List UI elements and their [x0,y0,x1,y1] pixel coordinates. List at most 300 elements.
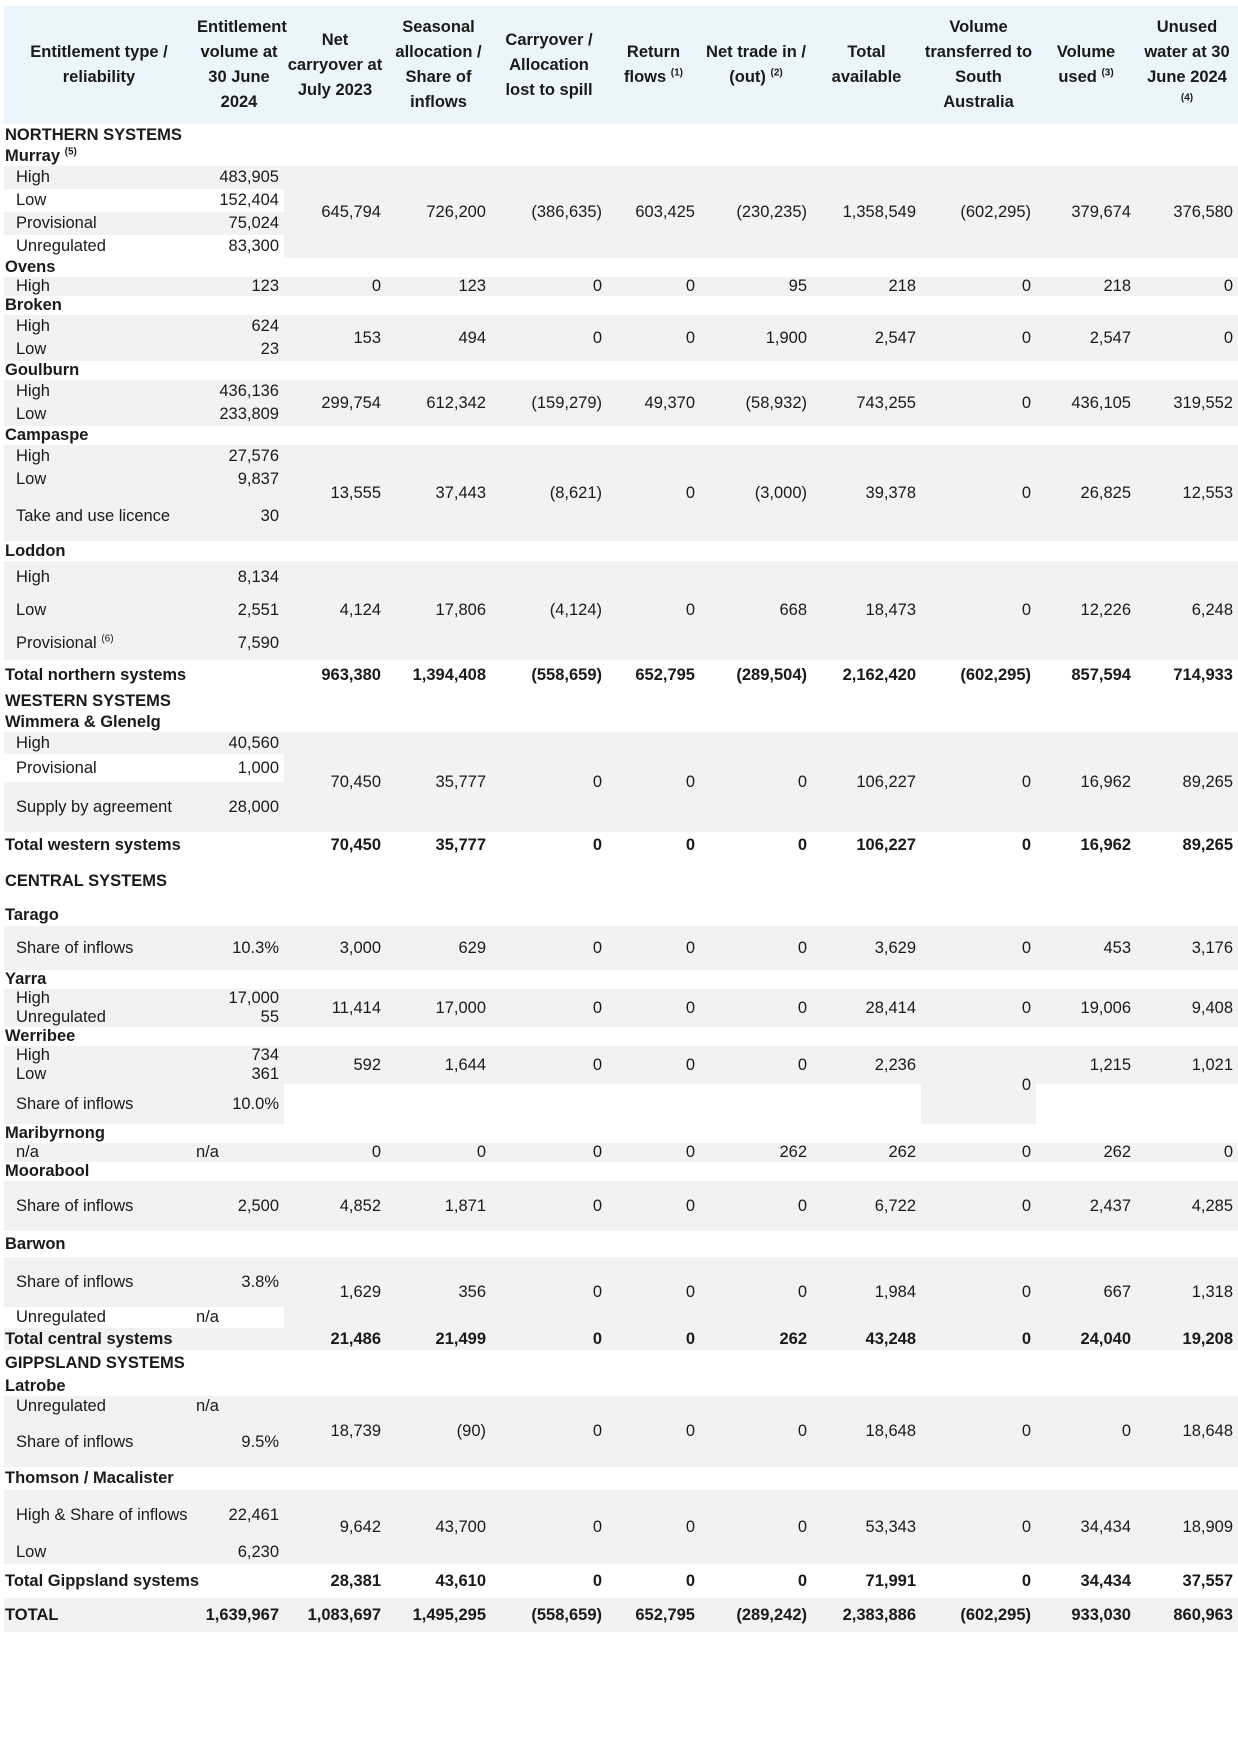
table-row [4,1257,1238,1307]
value-cell: 0 [797,1571,807,1590]
value-cell: 0 [607,989,700,1027]
subtotal-row [4,832,1238,858]
value-cell: (602,295) [921,1598,1036,1632]
system-row [4,1377,1238,1396]
type-cell: Low [4,403,194,426]
note-6: (6) [101,633,114,645]
value-cell: 0 [921,1396,1036,1467]
table-row [4,1084,1238,1124]
value-cell: 4,852 [284,1181,386,1231]
system-row [4,1124,1238,1143]
value-cell: 0 [284,1143,386,1162]
value-cell: 0 [592,835,602,854]
value-cell: 0 [491,1143,607,1162]
value-cell: 592 [284,1046,386,1084]
header-unused [1136,6,1238,124]
system-name: Loddon [5,541,66,560]
volume-cell: 3.8% [194,1257,284,1307]
volume-cell: 1,000 [194,754,284,782]
value-cell: 668 [700,561,812,660]
header-seasonal: Seasonal allocation / Share of inflows [386,6,491,124]
type-cell: n/a [4,1143,194,1162]
value-cell: 0 [921,315,1036,361]
value-cell: 0 [607,732,700,832]
value-cell: (58,932) [700,380,812,426]
value-cell: 1,984 [812,1257,921,1328]
volume-cell: 483,905 [194,166,284,189]
section-row [4,858,1238,904]
value-cell: (159,279) [491,380,607,426]
type-label: Provisional [16,634,97,652]
value-cell: 0 [607,1143,700,1162]
value-cell: 95 [700,277,812,296]
value-cell: 123 [386,277,491,296]
value-cell: 645,794 [284,166,386,258]
table-row [4,1046,1238,1065]
value-cell: 9,408 [1136,989,1238,1027]
system-name: Goulburn [5,361,80,379]
value-cell: 4,285 [1136,1181,1238,1231]
table-row [4,380,1238,403]
type-cell: Low [4,338,194,361]
header-spill: Carryover / Allocation lost to spill [491,6,607,124]
value-cell: 153 [284,315,386,361]
table-row [4,732,1238,754]
volume-cell: 17,000 [194,989,284,1008]
system-row [4,1231,1238,1257]
value-cell: 17,000 [386,989,491,1027]
value-cell: 0 [921,380,1036,426]
volume-cell: n/a [194,1307,284,1328]
value-cell: 218 [1036,277,1136,296]
value-cell: 43,248 [812,1328,921,1350]
value-cell: 1,318 [1136,1257,1238,1328]
value-cell: 0 [386,1143,491,1162]
value-cell: 0 [700,1490,812,1564]
value-cell: 262 [1036,1143,1136,1162]
value-cell: 0 [921,1328,1036,1350]
system-label: Murray [5,146,61,165]
value-cell: 19,208 [1136,1328,1238,1350]
value-cell: 0 [700,1046,812,1084]
header-unused-label: Unused water at 30 June 2024 [1144,18,1230,86]
header-volume: Entitlement volume at 30 June 2024 [194,6,284,124]
value-cell: 16,962 [1080,835,1131,854]
value-cell: (90) [386,1396,491,1467]
value-cell: (4,124) [491,561,607,660]
volume-cell: 83,300 [194,235,284,258]
value-cell: 0 [607,1490,700,1564]
value-cell: 28,381 [330,1571,381,1590]
value-cell: 89,265 [1136,732,1238,832]
system-row [4,296,1238,315]
table-row [4,445,1238,468]
value-cell: 89,265 [1182,835,1233,854]
water-entitlements-table [4,6,1238,1632]
type-cell: High [4,445,194,468]
type-cell: Provisional [4,754,194,782]
value-cell: 1,394,408 [412,665,486,684]
subtotal-label: Total central systems [4,1328,284,1350]
subtotal-row [4,660,1238,690]
type-cell: High [4,277,194,296]
value-cell: 34,434 [1080,1571,1131,1590]
value-cell: 218 [812,277,921,296]
note-5: (5) [64,146,77,157]
volume-cell: 28,000 [194,782,284,832]
value-cell: 18,909 [1136,1490,1238,1564]
value-cell: 0 [491,732,607,832]
value-cell: 49,370 [607,380,700,426]
value-cell: 0 [921,989,1036,1027]
value-cell: 319,552 [1136,380,1238,426]
volume-cell: 22,461 [194,1490,284,1540]
system-row [4,146,1238,166]
value-cell: (386,635) [491,166,607,258]
value-cell: 2,547 [1036,315,1136,361]
system-row [4,426,1238,445]
value-cell: 106,227 [856,835,916,854]
system-name: Wimmera & Glenelg [5,712,161,731]
type-cell: High & Share of inflows [4,1490,194,1540]
type-cell: Low [4,189,194,212]
value-cell: 0 [700,926,812,970]
system-name: Barwon [5,1234,66,1253]
value-cell: 18,648 [1136,1396,1238,1467]
subtotal-label: Total northern systems [5,665,187,684]
value-cell: 0 [491,1257,607,1328]
value-cell: 34,434 [1036,1490,1136,1564]
table-row [4,989,1238,1008]
value-cell: 0 [607,1396,700,1467]
value-cell: 1,644 [386,1046,491,1084]
header-trade [700,6,812,124]
value-cell: 3,629 [812,926,921,970]
section-row [4,1350,1238,1377]
grand-total-label: TOTAL [4,1598,194,1632]
volume-cell: 9,837 [194,468,284,491]
header-row [4,6,1238,124]
value-cell: 857,594 [1071,665,1131,684]
value-cell: 0 [700,989,812,1027]
value-cell: 262 [700,1328,812,1350]
value-cell: 2,547 [812,315,921,361]
type-cell: Low [4,468,194,491]
type-cell: Share of inflows [4,926,194,970]
table-row [4,1143,1238,1162]
subtotal-row [4,1564,1238,1598]
value-cell: 37,557 [1182,1571,1233,1590]
subtotal-label: Total Gippsland systems [5,1571,200,1590]
value-cell: 0 [607,445,700,541]
note-2: (2) [770,67,783,79]
value-cell: 1,900 [700,315,812,361]
value-cell: 0 [1036,1396,1136,1467]
volume-cell: 10.3% [194,926,284,970]
grand-total-row [4,1598,1238,1632]
subtotal-row [4,1328,1238,1350]
volume-cell: 75,024 [194,212,284,235]
type-cell: Provisional [4,212,194,235]
volume-cell: 436,136 [194,380,284,403]
value-cell: 743,255 [812,380,921,426]
type-cell: High [4,732,194,754]
volume-cell: 361 [194,1065,284,1084]
volume-cell: 30 [194,491,284,541]
value-cell: 0 [491,1396,607,1467]
system-row [4,1162,1238,1181]
system-row [4,904,1238,926]
system-name: Maribyrnong [5,1124,105,1142]
value-cell: 6,248 [1136,561,1238,660]
value-cell: 39,378 [812,445,921,541]
value-cell: 0 [921,1490,1036,1564]
value-cell: 1,083,697 [284,1598,386,1632]
value-cell: 4,124 [284,561,386,660]
value-cell: 0 [700,732,812,832]
type-cell: Low [4,1540,194,1564]
type-cell: Low [4,594,194,627]
value-cell: 0 [921,926,1036,970]
value-cell: 2,437 [1036,1181,1136,1231]
volume-cell: n/a [194,1143,284,1162]
value-cell: 0 [1021,835,1031,854]
volume-cell: 40,560 [194,732,284,754]
value-cell: 0 [607,1181,700,1231]
value-cell: 612,342 [386,380,491,426]
value-cell: 70,450 [330,835,381,854]
type-cell: Take and use licence [4,491,194,541]
value-cell: 18,739 [284,1396,386,1467]
value-cell: 35,777 [435,835,486,854]
volume-cell: 7,590 [194,627,284,660]
header-used-label: Volume used [1056,43,1116,86]
value-cell: 11,414 [284,989,386,1027]
header-return-label: Return flows [624,43,681,86]
value-cell: 714,933 [1173,665,1233,684]
value-cell: 0 [921,1046,1036,1124]
value-cell: 0 [491,1328,607,1350]
table-row [4,561,1238,594]
system-name: Broken [5,296,62,314]
value-cell: 0 [607,1257,700,1328]
volume-cell: 1,639,967 [194,1598,284,1632]
value-cell: 3,000 [284,926,386,970]
value-cell: 436,105 [1036,380,1136,426]
value-cell: 0 [491,1490,607,1564]
subtotal-label: Total western systems [5,835,181,854]
system-name: Werribee [5,1027,76,1045]
type-cell: High [4,561,194,594]
value-cell: 3,176 [1136,926,1238,970]
value-cell: 379,674 [1036,166,1136,258]
value-cell: 17,806 [386,561,491,660]
value-cell: 0 [491,1046,607,1084]
value-cell: 106,227 [812,732,921,832]
system-row [4,258,1238,277]
volume-cell: 2,551 [194,594,284,627]
value-cell: 2,162,420 [842,665,916,684]
value-cell: 0 [1136,277,1238,296]
value-cell: 0 [685,835,695,854]
value-cell: 0 [921,445,1036,541]
table-row [4,1181,1238,1231]
type-cell: Unregulated [4,1008,194,1027]
volume-cell: 233,809 [194,403,284,426]
system-name: Campaspe [5,426,89,444]
type-cell: High [4,315,194,338]
value-cell: 21,486 [284,1328,386,1350]
value-cell: 299,754 [284,380,386,426]
type-cell: High [4,380,194,403]
value-cell: 0 [1021,1571,1031,1590]
value-cell: 0 [491,1181,607,1231]
table-row [4,315,1238,338]
value-cell: 43,700 [386,1490,491,1564]
value-cell: 0 [921,561,1036,660]
value-cell: 0 [491,926,607,970]
value-cell: 0 [700,1181,812,1231]
value-cell: 0 [921,732,1036,832]
header-return [607,6,700,124]
value-cell: 0 [685,1571,695,1590]
value-cell: (8,621) [491,445,607,541]
system-name: Ovens [5,258,56,276]
table-row [4,1490,1238,1540]
type-cell: High [4,1046,194,1065]
value-cell: 0 [921,277,1036,296]
value-cell: 2,383,886 [812,1598,921,1632]
value-cell: 0 [1136,315,1238,361]
volume-cell: 734 [194,1046,284,1065]
system-name: Moorabool [5,1162,90,1180]
value-cell: 0 [607,315,700,361]
value-cell: 28,414 [812,989,921,1027]
value-cell: 0 [284,277,386,296]
table-row [4,1396,1238,1417]
value-cell: 21,499 [386,1328,491,1350]
value-cell: 1,495,295 [386,1598,491,1632]
type-cell: Unregulated [4,235,194,258]
value-cell: 12,226 [1036,561,1136,660]
value-cell: (602,295) [960,665,1031,684]
value-cell: 376,580 [1136,166,1238,258]
system-name: Thomson / Macalister [5,1469,174,1487]
system-row [4,1027,1238,1046]
value-cell: 19,006 [1036,989,1136,1027]
value-cell: 12,553 [1136,445,1238,541]
volume-cell: 6,230 [194,1540,284,1564]
volume-cell: 27,576 [194,445,284,468]
value-cell: 1,215 [1036,1046,1136,1084]
value-cell: 262 [700,1143,812,1162]
header-type: Entitlement type / reliability [4,6,194,124]
value-cell: 603,425 [607,166,700,258]
value-cell: (558,659) [531,665,602,684]
value-cell: 963,380 [321,665,381,684]
value-cell: (3,000) [700,445,812,541]
section-row [4,124,1238,146]
table-row [4,277,1238,296]
type-cell: Share of inflows [4,1257,194,1307]
value-cell: 43,610 [435,1571,486,1590]
section-title: WESTERN SYSTEMS [5,691,171,710]
value-cell: 1,871 [386,1181,491,1231]
value-cell: 629 [386,926,491,970]
value-cell: 0 [607,1046,700,1084]
volume-cell: 152,404 [194,189,284,212]
value-cell: 933,030 [1036,1598,1136,1632]
system-name: Tarago [5,905,59,924]
value-cell: 1,021 [1136,1046,1238,1084]
type-cell: Unregulated [4,1396,194,1417]
type-cell: Supply by agreement [4,782,194,832]
volume-cell: 2,500 [194,1181,284,1231]
section-row [4,690,1238,712]
value-cell: 0 [491,277,607,296]
value-cell: 24,040 [1036,1328,1136,1350]
value-cell: 0 [607,1328,700,1350]
value-cell: 0 [592,1571,602,1590]
system-name: Latrobe [5,1377,66,1395]
section-title: NORTHERN SYSTEMS [5,125,182,144]
system-row [4,541,1238,561]
value-cell: 18,648 [812,1396,921,1467]
volume-cell: 55 [194,1008,284,1027]
header-available: Total available [812,6,921,124]
value-cell: 6,722 [812,1181,921,1231]
value-cell: (289,504) [736,665,807,684]
value-cell: 262 [812,1143,921,1162]
value-cell: 1,358,549 [812,166,921,258]
header-trade-label: Net trade in / (out) [706,43,806,86]
type-cell [4,627,194,660]
value-cell: 0 [491,989,607,1027]
value-cell: 37,443 [386,445,491,541]
value-cell: (558,659) [491,1598,607,1632]
value-cell: 53,343 [812,1490,921,1564]
volume-cell: 624 [194,315,284,338]
value-cell: 0 [607,926,700,970]
value-cell: 0 [491,315,607,361]
system-name: Yarra [5,970,47,988]
table-row [4,926,1238,970]
volume-cell: 10.0% [194,1084,284,1124]
value-cell: (602,295) [921,166,1036,258]
type-cell: Unregulated [4,1307,194,1328]
value-cell: 26,825 [1036,445,1136,541]
section-title: GIPPSLAND SYSTEMS [5,1354,185,1372]
value-cell: 494 [386,315,491,361]
table-row [4,166,1238,189]
value-cell: 860,963 [1136,1598,1238,1632]
system-name [4,146,1238,166]
type-cell: Share of inflows [4,1181,194,1231]
type-cell: Share of inflows [4,1417,194,1467]
value-cell: 356 [386,1257,491,1328]
value-cell: 0 [1136,1143,1238,1162]
value-cell: 0 [921,1257,1036,1328]
value-cell: 9,642 [284,1490,386,1564]
value-cell: 667 [1036,1257,1136,1328]
type-cell: Share of inflows [4,1084,194,1124]
header-used [1036,6,1136,124]
note-4: (4) [1180,92,1194,104]
value-cell: (289,242) [700,1598,812,1632]
value-cell: 0 [921,1181,1036,1231]
value-cell: 0 [797,835,807,854]
value-cell: 0 [607,561,700,660]
